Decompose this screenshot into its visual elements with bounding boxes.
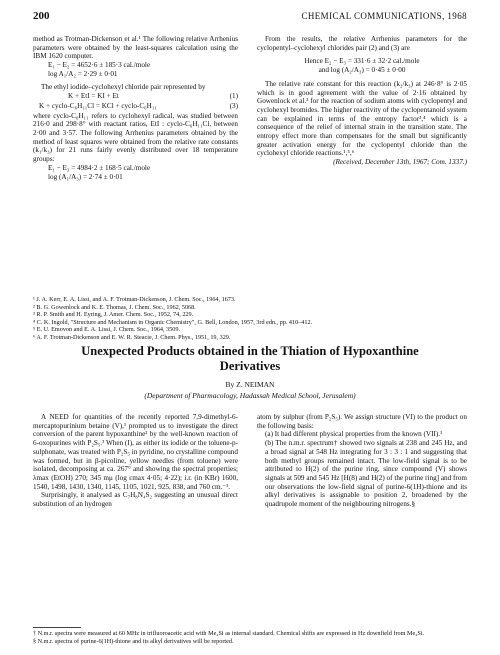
reference-item: ⁵ E. U. Emovon and E. A. Lissi, J. Chem. Soc., 1964, 3509. <box>33 326 181 334</box>
article-title <box>33 344 467 374</box>
paragraph: atom by sulphur (from P₂S₅). We assign structure (VI) to the product on the following basis: <box>257 413 467 430</box>
article-author: By Z. NEIMAN <box>225 380 275 389</box>
paragraph: The relative rate constant for this reaction (k₂/k₃) at 246·8° is 2·05 which is in good agreement with the value of 2·16 obtained by Gowenlock et al.² for the reaction of sodium atoms with cyclopentyl and cyclohexyl bromides. The higher reactivity of the cyclopentanoid system can be explained in terms of the entropy factor³,⁴ which is a consequence of the relief of internal strain in the transition state. The entropy effect more than compensates for the small but significantly greater activation energy for the cyclopentyl chloride than the cyclohexyl chloride reactions.¹,⁵,⁶ <box>257 79 467 158</box>
page-number: 200 <box>33 10 50 22</box>
paragraph: From the results, the relative Arrhenius parameters for the cyclopentyl–cyclohexyl chlorides pair (2) and (3) are <box>257 35 467 52</box>
article-title-line: Unexpected Products obtained in the Thiation of Hypoxanthine <box>81 344 419 358</box>
reference-list <box>33 296 467 342</box>
right-column-bottom <box>257 413 467 509</box>
reference-item: ⁶ A. F. Trotman-Dickenson and E. W. R. Steacie, J. Chem. Phys., 1951, 19, 329. <box>33 333 231 341</box>
reference-item: ³ R. P. Smith and H. Eyring, J. Amer. Chem. Soc., 1952, 74, 229. <box>33 311 194 319</box>
reaction-equation <box>33 102 238 111</box>
equation: E₁ − E₂ = 4652·6 ± 185·3 cal./mole <box>48 61 151 70</box>
right-column-top <box>257 35 467 167</box>
equation: and log (A₂/A₃) = 0·45 ± 0·00 <box>318 66 406 75</box>
reaction-number: (1) <box>229 92 238 101</box>
article-affiliation: (Department of Pharmacology, Hadassah Medical School, Jerusalem) <box>144 391 356 400</box>
footnotes <box>33 630 467 645</box>
journal-running-title: CHEMICAL COMMUNICATIONS, 1968 <box>301 11 467 21</box>
reaction-equation <box>33 92 238 101</box>
paragraph: A NEED for quantities of the recently reported 7,9-dimethyl-6-mercaptopurinium betaine (V),¹ prompted us to investigate the direct conversion of the parent hypoxanthine² by the well-known reaction of 6-oxopurines with P₂S₅.³ When (I), as either its iodide or the toluene-p-sulphonate, was treated with P₂S₅ in pyridine, no crystalline compound was formed, but in β-picoline, yellow needles (from toluene) were isolated, decomposing at ca. 267° and showing the spectral properties; λmax (EtOH) 270; 345 mμ (log εmax 4·05; 4·22); i.r. (in KBr) 1600, 1540, 1498, 1430, 1340, 1145, 1105, 1021, 925, 838, and 760 cm.⁻¹. <box>33 413 238 491</box>
list-item: (a) It had different physical properties from the known (VII).¹ <box>265 430 443 439</box>
paragraph: where cyclo-C₆H₁₁ refers to cyclohexyl radical, was studied between 216·0 and 298·8° with reactant ratios, EtI : cyclo-C₆H₁₁Cl, between 2·00 and 3·57. The following Arrhenius parameters obtained by the method of least squares were obtained from the relative rate constants (k₁/k₃) for 21 runs fairly evenly distributed over 18 temperature groups: <box>33 111 238 164</box>
article-title-line: Derivatives <box>219 359 281 373</box>
footnote-divider <box>33 627 81 628</box>
paragraph: method as Trotman-Dickenson et al.¹ The following relative Arrhenius parameters were obtained by the least-squares calculation using the IBM 1620 computer. <box>33 35 238 61</box>
reaction-text: K + EtI = KI + Et <box>68 92 119 101</box>
received-date: (Received, December 13th, 1967; Com. 1337.) <box>333 158 467 167</box>
reaction-number: (3) <box>229 101 238 110</box>
reference-item: ² B. G. Gowenlock and K. E. Thomas, J. Chem. Soc., 1962, 5068. <box>33 303 196 311</box>
footnote: † N.m.r. spectra were measured at 60 MHz in trifluoroacetic acid with Me₄Si as internal standard. Chemical shifts are expressed in Hz downfield from Me₄Si. <box>33 630 425 637</box>
reference-item: ¹ J. A. Kerr, E. A. Lissi, and A. F. Trotman-Dickenson, J. Chem. Soc., 1964, 1673. <box>33 296 236 303</box>
equation: E₁ − E₃ = 4984·2 ± 168·5 cal./mole <box>48 163 151 172</box>
left-column-bottom <box>33 413 238 509</box>
equation: Hence E₂ − E₃ = 331·6 ± 32·2 cal./mole <box>304 57 420 66</box>
reaction-text: K + cyclo-C₆H₁₁Cl = KCl + cyclo-C₆H₁₁ <box>39 101 157 110</box>
paragraph: Surprisingly, it analysed as C₇H₈N₄S₂ suggesting an unusual direct substitution of an hydrogen <box>33 491 238 509</box>
list-item: (b) The n.m.r. spectrum† showed two signals at 238 and 245 Hz, and a broad signal at 548 Hz integrating for 3 : 3 : 1 and suggesting that both methyl groups remained intact. The low-field signal is to be attributed to H(2) of the purine ring, since compound (V) shows signals at 509 and 545 Hz [H(8) and H(2) of the purine ring] and from our observations the low-field signal of purine-6(1H)-thione and its alkyl derivatives is assignable to position 2, broadened by the quadrupole moment of the neighbouring nitrogens.§ <box>265 439 467 509</box>
page-header <box>33 10 467 24</box>
equation: log A₁/A₂ = 2·29 ± 0·01 <box>48 69 118 78</box>
reference-item: ⁴ C. K. Ingold, "Structure and Mechanism in Organic Chemistry", G. Bell, London, 1957, 3rd edn., pp. 410–412. <box>33 318 313 326</box>
equation: log (A₁/A₃) = 2·74 ± 0·01 <box>48 172 123 181</box>
footnote: § N.m.r. spectra of purine-6(1H)-thione and its alkyl derivatives will be reported. <box>33 637 234 645</box>
left-column-top <box>33 35 238 181</box>
paragraph: The ethyl iodide–cyclohexyl chloride pair represented by <box>41 82 206 91</box>
